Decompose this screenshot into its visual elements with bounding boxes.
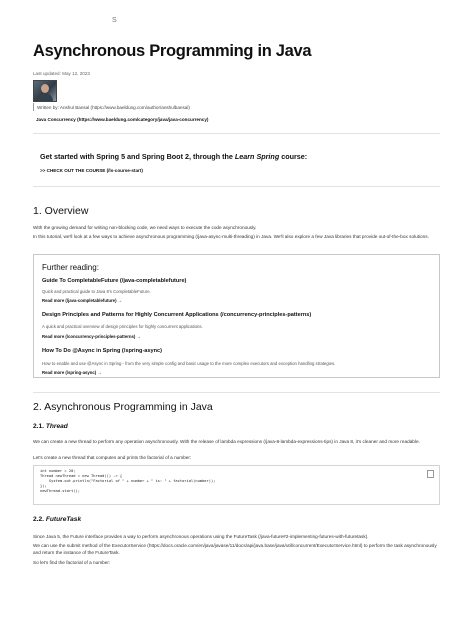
further-reading-item-desc: A quick and practical overview of design principles for highly concurrent applications.	[42, 324, 203, 329]
code-line: Thread newThread = new Thread(() -> {	[40, 474, 123, 478]
subsection-number: 2.1.	[33, 423, 46, 430]
further-reading-box	[33, 254, 440, 378]
last-updated-date: Last updated: May 12, 2023	[33, 71, 90, 76]
thread-paragraph-1: We can create a new thread to perform any operation asynchronously. With the release of lambda expressions (/java-8-lambda-expressions-tips) in Java 8, it's cleaner and more readable.	[33, 439, 420, 444]
avatar-shoulders	[37, 93, 53, 101]
subsection-title: FutureTask	[45, 516, 82, 523]
promo-heading	[40, 152, 307, 161]
further-reading-item-desc: Quick and practical guide to Java 8's CompletableFuture.	[42, 289, 151, 294]
futuretask-paragraph-2: We can use the submit method of the ExecutorService (https://docs.oracle.com/en/java/javase/11/docs/api/java.base/java/util/concurrent/ExecutorService.html) to perform the task asynchronously and return the instance of the FutureTask.	[33, 543, 437, 556]
author-link[interactable]: Written by: Anshul Bansal (https://www.baeldung.com/author/anshulbansal)	[37, 104, 190, 110]
subsection-number: 2.2.	[33, 516, 46, 523]
section-heading-overview: 1. Overview	[33, 205, 89, 217]
section-heading-async-programming: 2. Asynchronous Programming in Java	[33, 401, 213, 413]
further-reading-item-title[interactable]: Design Principles and Patterns for Highly Concurrent Applications (/concurrency-principles-patterns)	[42, 312, 312, 318]
thread-paragraph-2: Let's create a new thread that computes and prints the factorial of a number:	[33, 455, 192, 460]
overview-paragraph-1: With the growing demand for writing non-blocking code, we need ways to execute the code asynchronously.	[33, 225, 257, 230]
divider	[33, 186, 440, 187]
futuretask-paragraph-3: So let's find the factorial of a number:	[33, 560, 111, 565]
code-line: newThread.start();	[40, 489, 80, 493]
read-more-link[interactable]: Read more (/java-completablefuture) →	[42, 298, 122, 303]
divider	[33, 392, 440, 393]
copy-icon[interactable]	[427, 470, 434, 478]
page-top-mark: S	[112, 17, 117, 24]
read-more-link[interactable]: Read more (/spring-async) →	[42, 370, 102, 375]
promo-heading-text: Get started with Spring 5 and Spring Boot 2, through the	[40, 152, 235, 161]
byline-divider	[33, 103, 34, 111]
author-avatar	[33, 80, 57, 102]
avatar-head	[41, 84, 49, 93]
further-reading-item-title[interactable]: How To Do @Async in Spring (/spring-async)	[42, 348, 163, 354]
promo-course-link[interactable]: >> CHECK OUT THE COURSE (/ls-course-start)	[40, 168, 143, 173]
subsection-heading-thread	[33, 423, 68, 430]
divider	[33, 133, 440, 134]
subsection-heading-futuretask	[33, 516, 81, 523]
subsection-title: Thread	[45, 423, 68, 430]
promo-heading-suffix: course:	[279, 152, 308, 161]
further-reading-item-desc: How to enable and use @Async in Spring - from the very simple config and basic usage to the more complex executors and exception handling strategies.	[42, 361, 336, 366]
further-reading-heading: Further reading:	[42, 263, 99, 272]
further-reading-item-title[interactable]: Guide To CompletableFuture (/java-completablefuture)	[42, 278, 187, 284]
futuretask-paragraph-1: Since Java 5, the Future interface provides a way to perform asynchronous operations using the FutureTask (/java-future#2-implementing-futures-with-futuretask).	[33, 534, 369, 539]
page-title: Asynchronous Programming in Java	[33, 42, 312, 60]
code-line: int number = 20;	[40, 469, 76, 473]
category-link[interactable]: Java Concurrency (https://www.baeldung.com/category/java/java-concurrency)	[36, 117, 209, 122]
promo-course-name: Learn Spring	[234, 152, 280, 161]
code-line: System.out.println("Factorial of " + number + " is: " + factorial(number));	[40, 479, 216, 483]
author-byline[interactable]	[33, 103, 190, 111]
read-more-link[interactable]: Read more (/concurrency-principles-patterns) →	[42, 334, 141, 339]
code-block[interactable]	[33, 465, 440, 505]
overview-paragraph-2: In this tutorial, we'll look at a few ways to achieve asynchronous programming (/java-async-multi-threading) in Java. We'll also explore a few Java libraries that provide out-of-the-box solutions.	[33, 234, 429, 239]
code-line: });	[40, 484, 47, 488]
